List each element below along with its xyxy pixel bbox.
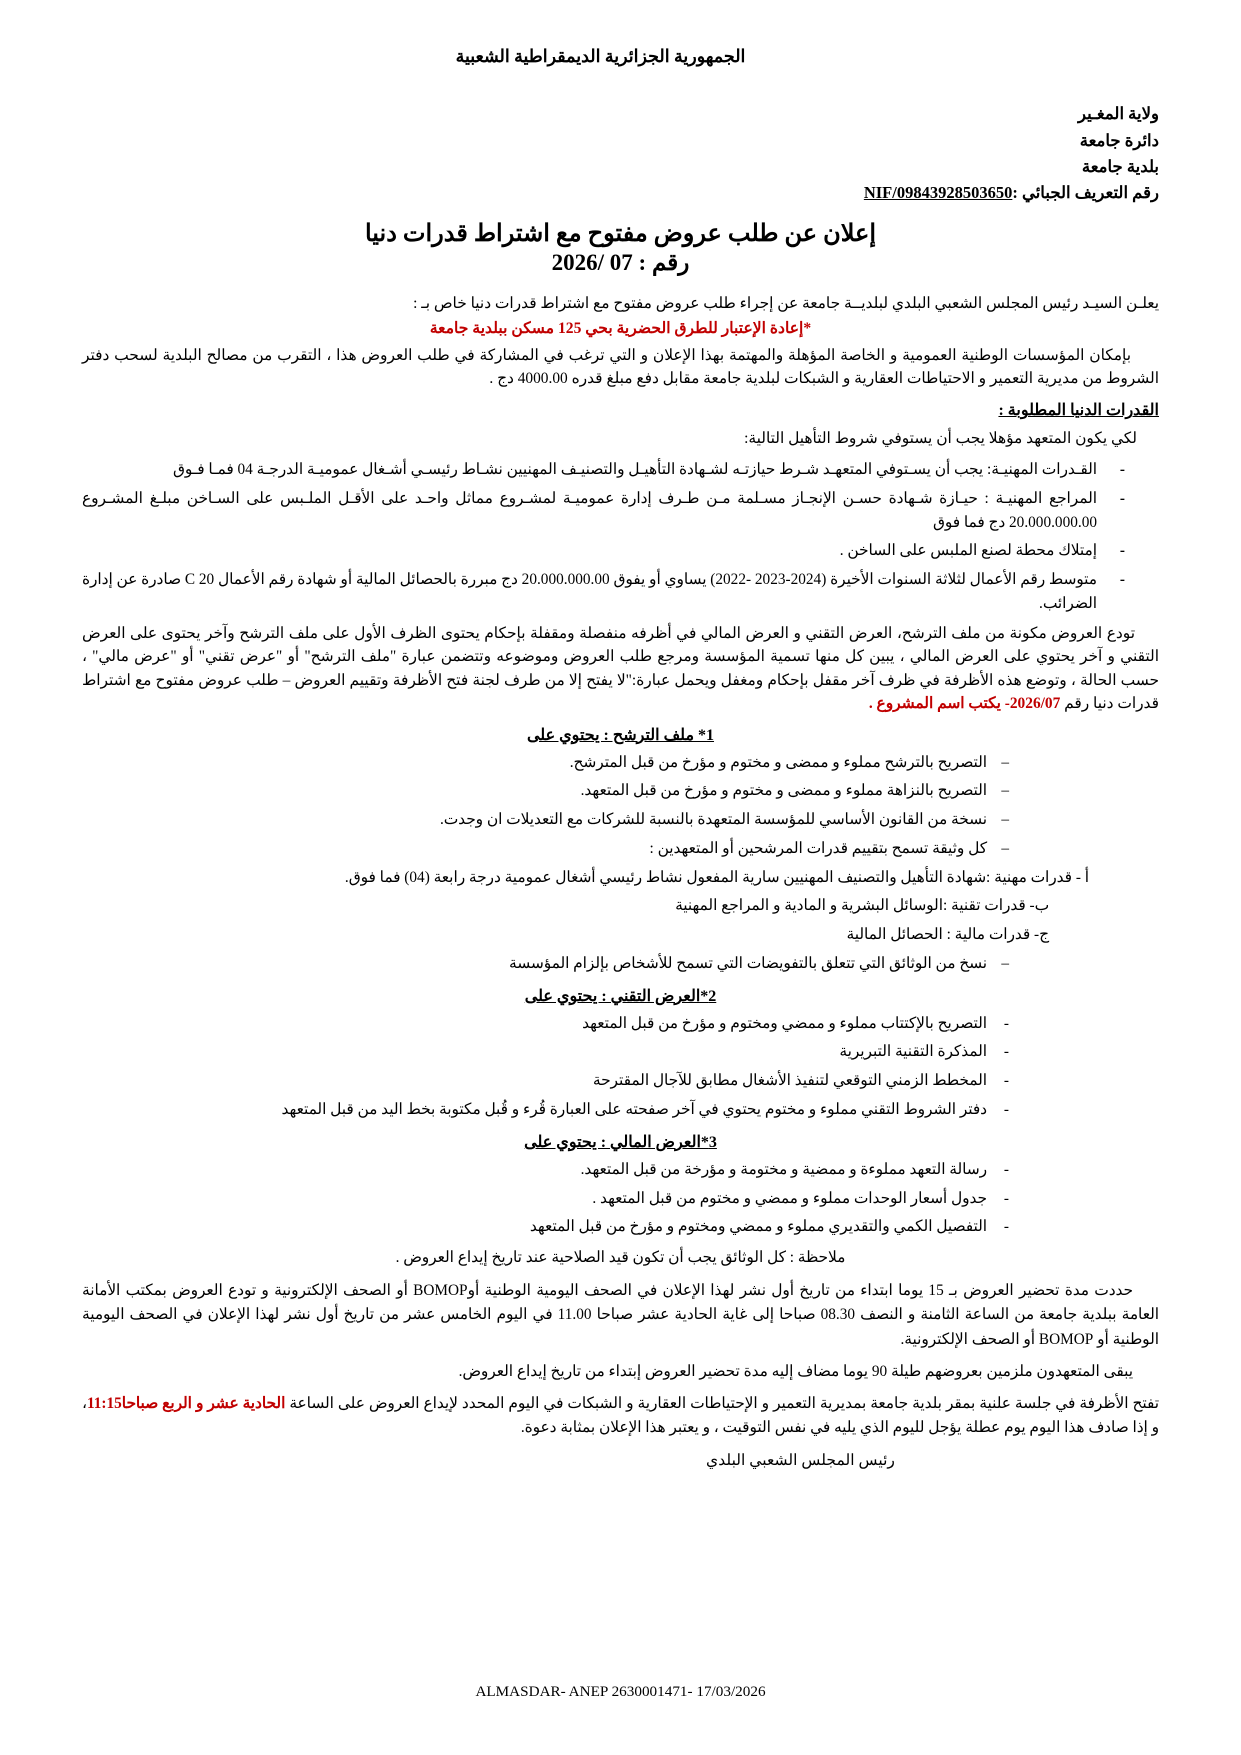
list-item: – التصريح بالترشح مملوء و ممضى و مختوم و مؤرخ من قبل المترشح.: [82, 751, 1009, 776]
section-2-list: [82, 1012, 1159, 1123]
section-1-sub-b: ب- قدرات تقنية :الوسائل البشرية و المادية و المراجع المهنية: [675, 897, 1049, 915]
announcement-number: رقم : 07 /2026: [551, 250, 690, 276]
organization-block: [82, 101, 1159, 181]
section-1-last-list: [82, 952, 1159, 977]
closing-paragraph-2: يبقى المتعهدون ملزمين بعروضهم طيلة 90 يوما مضاف إليه مدة تحضير العروض إبتداء من تاريخ إيداع العروض.: [458, 1362, 1133, 1380]
section-1-heading-text: 1* ملف الترشح : يحتوي على: [526, 726, 715, 744]
section-1-sub-a: أ - قدرات مهنية :شهادة التأهيل والتصنيف المهنيين سارية المفعول نشاط رئيسي أشغال عمومية درجة رابعة (04) فما فوق.: [344, 868, 1089, 886]
baladiya-line: بلدية جامعة: [1081, 157, 1159, 177]
offers-paragraph: [82, 622, 1159, 716]
section-3-heading-text: 3*العرض المالي : يحتوي على: [524, 1133, 717, 1151]
validity-note: ملاحظة : كل الوثائق يجب أن تكون قيد الصلاحية عند تاريخ إيداع العروض .: [395, 1249, 846, 1267]
list-item: - التفصيل الكمي والتقديري مملوء و ممضي ومختوم و مؤرخ من قبل المتعهد: [82, 1215, 1009, 1240]
capacities-list: [82, 458, 1159, 616]
nif-line: [82, 183, 1159, 203]
signature-line: رئيس المجلس الشعبي البلدي: [706, 1452, 895, 1470]
section-3-list: [82, 1158, 1159, 1240]
closing-3-part-a: تفتح الأظرفة في جلسة علنية بمقر بلدية جامعة بمديرية التعمير و الإحتياطات العقارية و الشبكات في اليوم المحدد لإيداع العروض على الساعة: [285, 1394, 1159, 1412]
section-3-heading: [82, 1132, 1159, 1152]
intro-line-1: يعلـن السيـد رئيس المجلس الشعبي البلدي لبلديــة جامعة عن إجراء طلب عروض مفتوح مع اشتراط قدرات دنيا خاص بـ :: [413, 295, 1159, 313]
list-item: – نسخة من القانون الأساسي للمؤسسة المتعهدة بالنسبة للشركات مع التعديلات ان وجدت.: [82, 808, 1009, 833]
list-item: - التصريح بالإكتتاب مملوء و ممضي ومختوم و مؤرخ من قبل المتعهد: [82, 1012, 1009, 1037]
closing-paragraph-3: [82, 1392, 1159, 1442]
capacity-item: - إمتلاك محطة لصنع الملبس على الساخن .: [82, 539, 1115, 563]
nif-label: رقم التعريف الجبائي :: [1012, 183, 1159, 203]
capacities-heading: القدرات الدنيا المطلوبة :: [998, 402, 1159, 420]
list-item: - المذكرة التقنية التبريرية: [82, 1040, 1009, 1065]
capacity-item: - متوسط رقم الأعمال لثلاثة السنوات الأخيرة (2024-2023 -2022) يساوي أو يفوق 20.000.000.00 دج مبررة بالحصائل المالية أو شهادة رقم الأعمال C 20 صادرة عن إدارة الضرائب.: [82, 568, 1115, 616]
offers-paragraph-text: تودع العروض مكونة من ملف الترشح، العرض التقني و العرض المالي في أظرفه منفصلة ومقفلة بإحكام يحتوى الظرف الأول على ملف الترشح وآخر يحتوى على العرض التقني و آخر يحتوي على العرض المالي ، يبين كل منها تسمية المؤسسة ومرجع طلب العروض وموضوعه وتتضمن عبارة "ملف الترشح" أو "عرض تقني" أو "عرض مالي" ، حسب الحالة ، وتوضع هذه الأظرفة في ظرف آخر مقفل بإحكام ومغفل ويحمل عبارة:"لا يفتح إلا من طرف لجنة فتح الأظرفة وتقييم العروض – طلب عروض مفتوح مع اشتراط قدرات دنيا رقم: [82, 624, 1159, 713]
closing-3-part-b: ، و إذا صادف هذا اليوم يوم عطلة يؤجل لليوم الذي يليه في نفس التوقيت ، و يعتبر هذا الإعلان بمثابة دعوة.: [82, 1394, 1159, 1437]
republic-heading: الجمهورية الجزائرية الديمقراطية الشعبية: [455, 46, 746, 66]
opening-time-highlight: الحادية عشر و الربع صباحا11:15: [86, 1394, 286, 1412]
list-item: - دفتر الشروط التقني مملوء و مختوم يحتوي في آخر صفحته على العبارة قُرء و قُبل مكتوبة بخط اليد من قبل المتعهد: [82, 1098, 1009, 1123]
section-2-heading-text: 2*العرض التقني : يحتوي على: [524, 987, 717, 1005]
capacity-item: - المراجع المهنيـة : حيـازة شـهادة حسـن الإنجـاز مسـلمة مـن طـرف إدارة عموميـة لمشـروع مماثل واحـد على الأقـل الملـبس على السـاخن مبلـغ المشـروع 20.000.000.00 دج فما فوق: [82, 487, 1115, 535]
capacity-item: - القـدرات المهنيـة: يجب أن يسـتوفي المتعهـد شـرط حيازتـه لشـهادة التأهيـل والتصنيـف المهنيين نشـاط رئيسـي أشـغال عموميـة الدرجـة 04 فمـا فـوق: [82, 458, 1115, 482]
list-item: – كل وثيقة تسمح بتقييم قدرات المرشحين أو المتعهدين :: [82, 837, 1009, 862]
project-title: *إعادة الإعتبار للطرق الحضرية بحي 125 مسكن ببلدية جامعة: [429, 319, 812, 337]
section-2-heading: [82, 986, 1159, 1006]
intro-line-2: بإمكان المؤسسات الوطنية العمومية و الخاصة المؤهلة والمهتمة بهذا الإعلان و التي ترغب في المشاركة في طلب العروض هذا ، التقرب من مصالح البلدية لسحب دفتر الشروط من مديرية التعمير و الاحتياطات العقارية و الشبكات لبلدية جامعة مقابل دفع مبلغ قدره 4000.00 دج .: [82, 346, 1159, 387]
footer-reference: ALMASDAR- ANEP 2630001471- 17/03/2026: [475, 1683, 766, 1700]
offers-paragraph-red: 2026/07- يكتب اسم المشروع .: [868, 695, 1061, 713]
list-item: - رسالة التعهد مملوءة و ممضية و مختومة و مؤرخة من قبل المتعهد.: [82, 1158, 1009, 1183]
section-1-sub-c: ج- قدرات مالية : الحصائل المالية: [846, 926, 1049, 944]
list-item: - جدول أسعار الوحدات مملوء و ممضي و مختوم من قبل المتعهد .: [82, 1187, 1009, 1212]
list-item: – نسخ من الوثائق التي تتعلق بالتفويضات التي تسمح للأشخاص بإلزام المؤسسة: [82, 952, 1009, 977]
section-1-heading: [82, 725, 1159, 745]
capacities-lead: لكي يكون المتعهد مؤهلا يجب أن يستوفي شروط التأهيل التالية:: [744, 430, 1137, 448]
daira-line: دائرة جامعة: [1079, 130, 1159, 150]
closing-paragraph-1: حددت مدة تحضير العروض بـ 15 يوما ابتداء من تاريخ أول نشر لهذا الإعلان في الصحف اليومية الوطنية أوBOMOP أو الصحف الإلكترونية و تودع العروض بمكتب الأمانة العامة ببلدية جامعة من الساعة الثامنة و النصف 08.30 صباحا إلى غاية الحادية عشر صباحا 11.00 في اليوم الخامس عشر من تاريخ أول نشر لهذا الإعلان في الصحف اليومية الوطنية أو BOMOP أو الصحف الإلكترونية.: [82, 1281, 1160, 1349]
list-item: - المخطط الزمني التوقعي لتنفيذ الأشغال مطابق للآجال المقترحة: [82, 1069, 1009, 1094]
section-1-list: [82, 751, 1159, 862]
list-item: – التصريح بالنزاهة مملوء و ممضى و مختوم و مؤرخ من قبل المتعهد.: [82, 779, 1009, 804]
page-title: إعلان عن طلب عروض مفتوح مع اشتراط قدرات دنيا: [364, 221, 877, 248]
wilaya-line: ولاية المغـير: [1078, 104, 1159, 123]
nif-value: NIF/09843928503650: [863, 183, 1013, 203]
